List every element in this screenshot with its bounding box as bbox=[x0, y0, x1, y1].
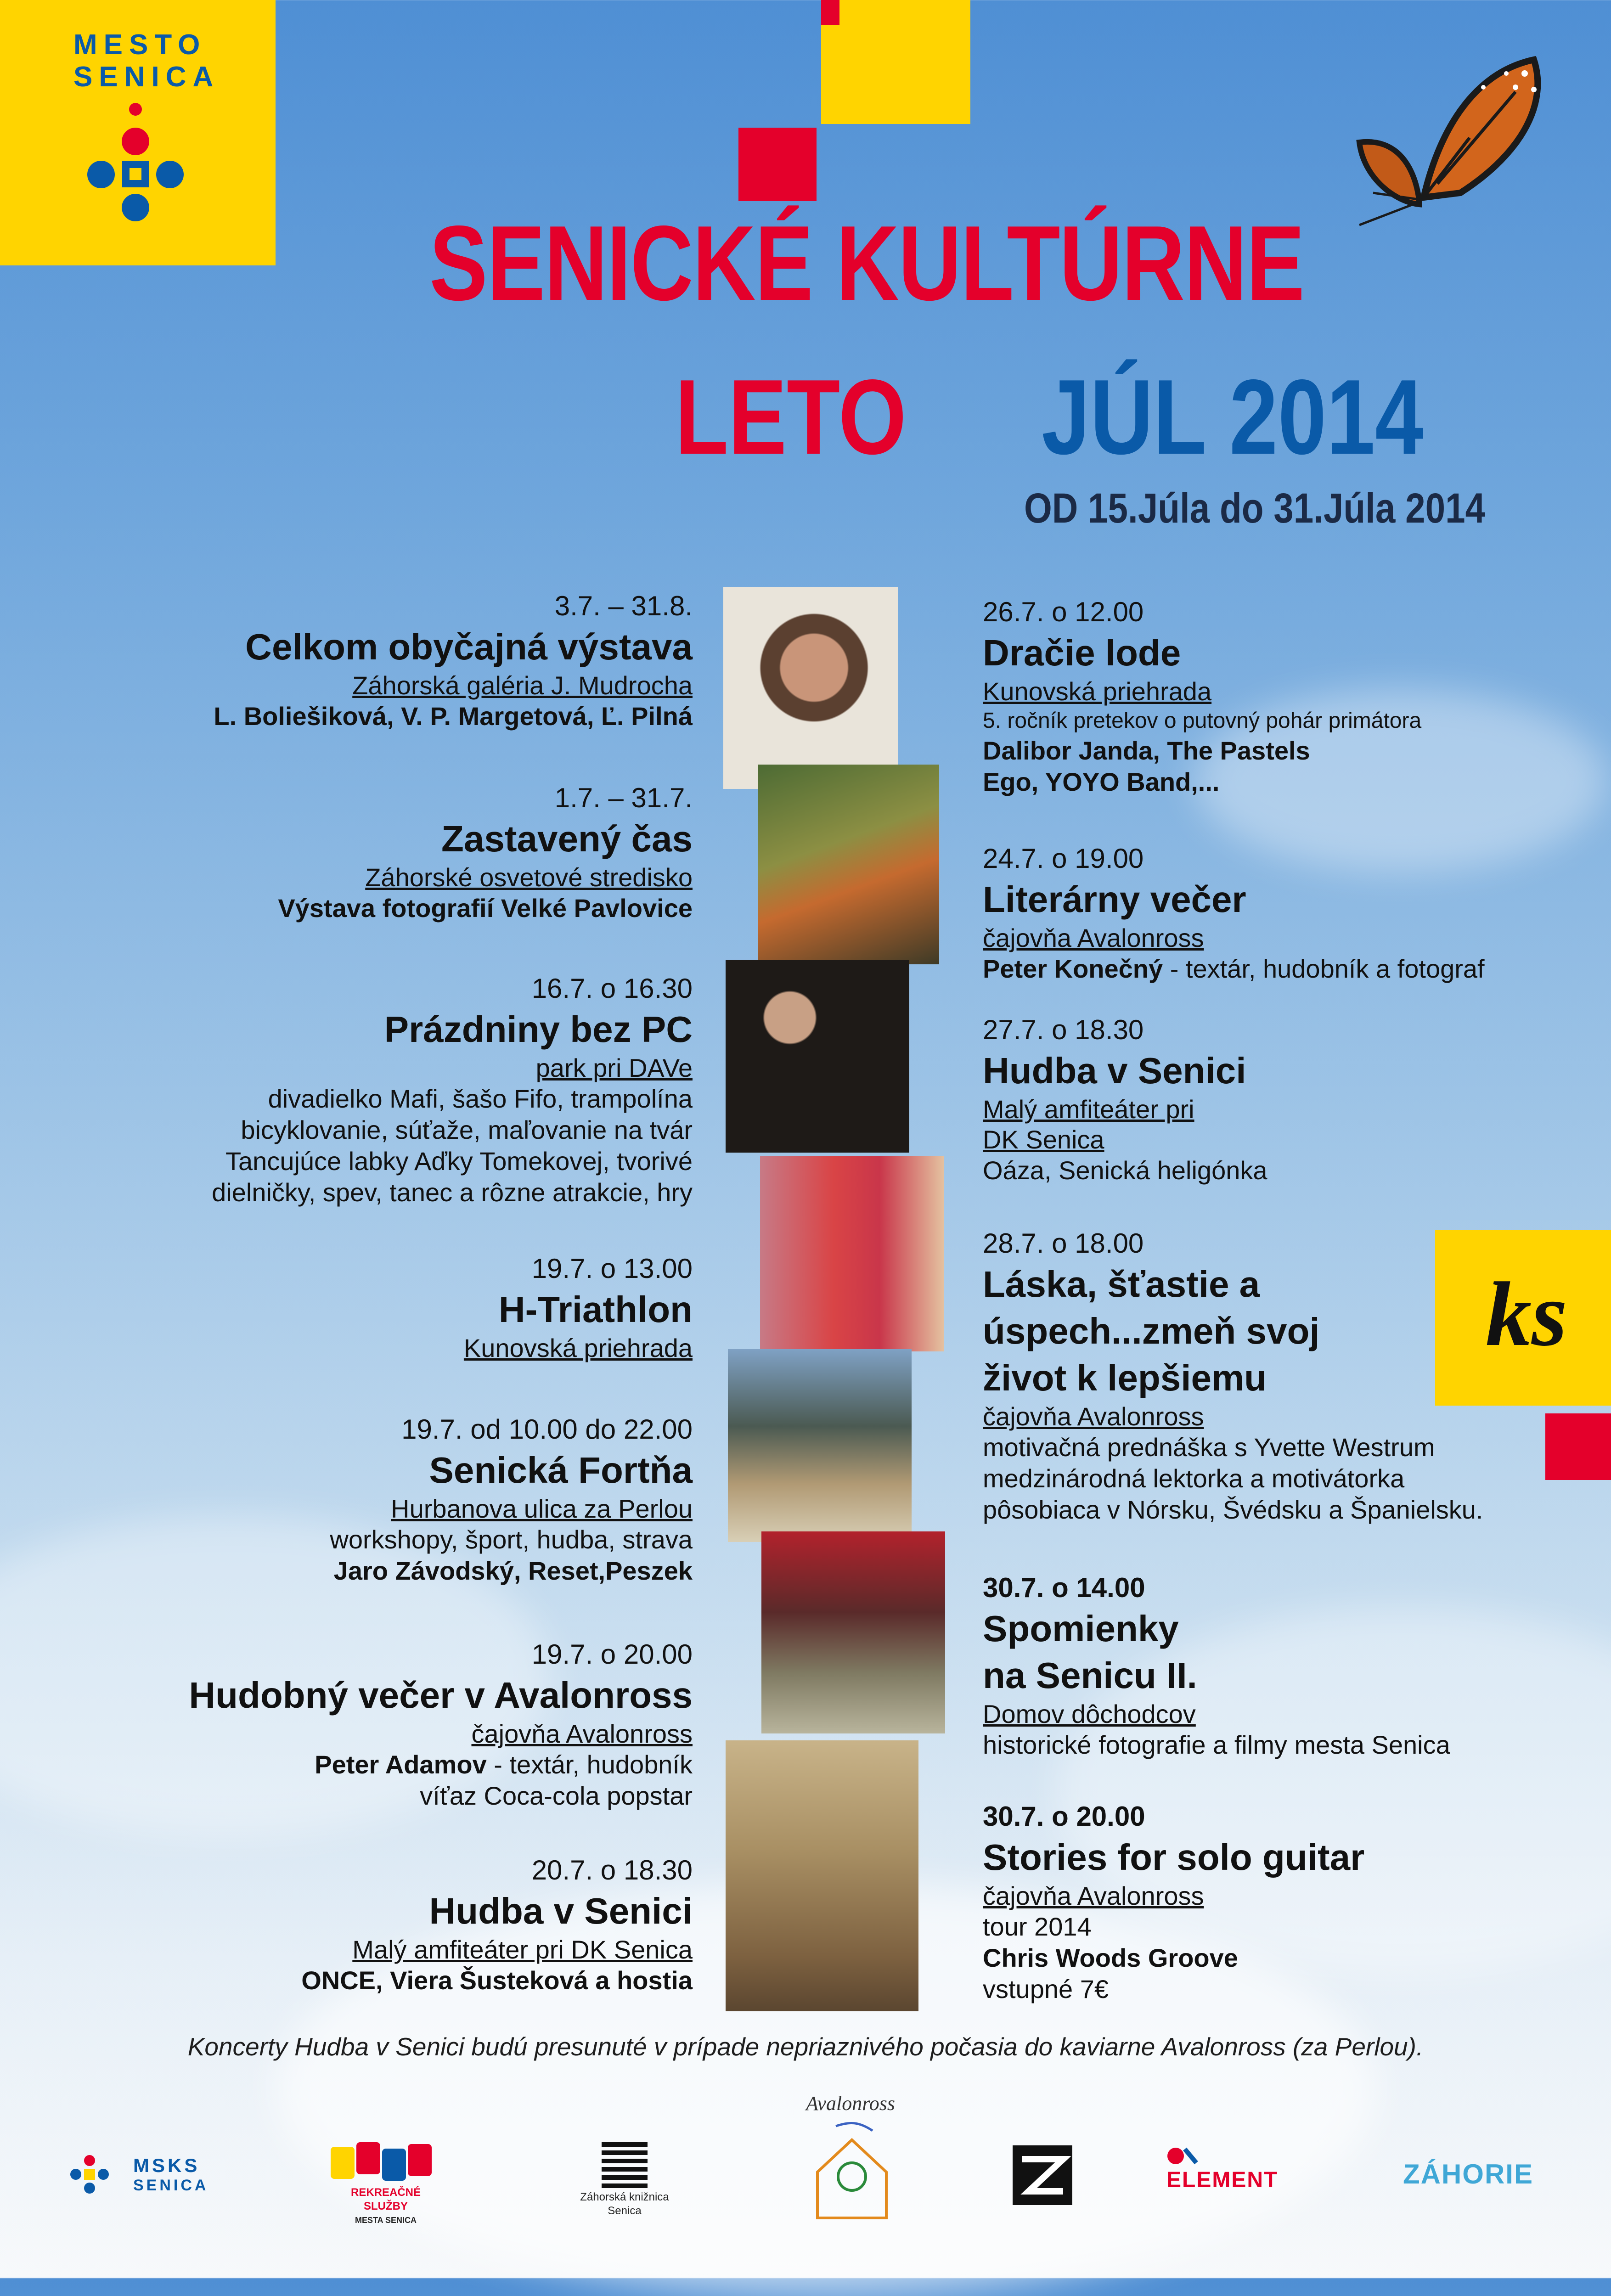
event-name: úspech...zmeň svoj bbox=[983, 1311, 1320, 1351]
performer-photo bbox=[761, 1531, 945, 1733]
event-name: Dračie lode bbox=[983, 632, 1181, 673]
event-venue: čajovňa Avalonross bbox=[983, 923, 1204, 952]
event-date: 19.7. o 13.00 bbox=[531, 1253, 693, 1284]
event-detail: medzinárodná lektorka a motivátorka bbox=[983, 1464, 1405, 1493]
performer-photo bbox=[723, 587, 898, 789]
event-date: 28.7. o 18.00 bbox=[983, 1228, 1144, 1259]
performer-name: Peter Adamov bbox=[315, 1750, 487, 1779]
sponsor-element bbox=[1166, 2144, 1281, 2193]
rekreacne-caption: REKREAČNÉ SLUŽBY bbox=[350, 2186, 421, 2212]
event-name: Hudba v Senici bbox=[429, 1891, 693, 1931]
event-name: Prázdniny bez PC bbox=[384, 1009, 693, 1050]
event-right-1 bbox=[983, 595, 1421, 798]
event-detail: tour 2014 bbox=[983, 1912, 1092, 1941]
ks-logo: ks bbox=[1486, 1264, 1567, 1365]
event-date: 20.7. o 18.30 bbox=[531, 1855, 693, 1885]
event-right-5 bbox=[983, 1570, 1450, 1761]
performer-role: - textár, hudobník bbox=[486, 1750, 693, 1779]
event-venue: DK Senica bbox=[983, 1125, 1104, 1154]
event-name: Láska, šťastie a bbox=[983, 1264, 1260, 1305]
event-detail: vstupné 7€ bbox=[983, 1975, 1109, 2003]
city-logo-box bbox=[0, 0, 276, 265]
event-date: 16.7. o 16.30 bbox=[531, 973, 693, 1004]
event-detail: workshopy, šport, hudba, strava bbox=[330, 1525, 693, 1554]
event-name: H-Triathlon bbox=[498, 1289, 693, 1330]
event-date: 19.7. od 10.00 do 22.00 bbox=[401, 1414, 693, 1445]
event-venue: čajovňa Avalonross bbox=[983, 1402, 1204, 1431]
msks-text-2: SENICA bbox=[133, 2177, 209, 2194]
poster-date-range: OD 15.Júla do 31.Júla 2014 bbox=[1024, 485, 1486, 532]
performer-name: Peter Konečný bbox=[983, 954, 1163, 983]
event-detail: 5. ročník pretekov o putovný pohár primátora bbox=[983, 709, 1422, 733]
event-detail: Chris Woods Groove bbox=[983, 1943, 1238, 1972]
event-right-2 bbox=[983, 841, 1485, 985]
event-right-6 bbox=[983, 1799, 1364, 2005]
event-name: Stories for solo guitar bbox=[983, 1837, 1365, 1878]
decor-square-yellow bbox=[821, 0, 970, 124]
event-date: 30.7. o 14.00 bbox=[983, 1572, 1145, 1603]
event-detail: divadielko Mafi, šašo Fifo, trampolína bbox=[268, 1084, 693, 1113]
sponsor-zahorie bbox=[1403, 2158, 1541, 2190]
event-detail: Tancujúce labky Aďky Tomekovej, tvorivé bbox=[225, 1147, 693, 1176]
event-name: Zastavený čas bbox=[441, 818, 693, 859]
event-venue: Záhorské osvetové stredisko bbox=[365, 863, 693, 892]
event-name: na Senicu II. bbox=[983, 1655, 1197, 1696]
logo-text-mesto: MESTO bbox=[73, 29, 207, 61]
event-left-4 bbox=[464, 1251, 693, 1363]
event-date: 26.7. o 12.00 bbox=[983, 597, 1144, 627]
performer-photo bbox=[760, 1156, 944, 1351]
event-detail: Oáza, Senická heligónka bbox=[983, 1156, 1267, 1185]
event-left-6 bbox=[189, 1637, 693, 1812]
event-left-5 bbox=[330, 1412, 693, 1587]
event-venue: Kunovská priehrada bbox=[463, 1334, 693, 1362]
event-name: život k lepšiemu bbox=[983, 1357, 1267, 1398]
event-detail: Jaro Závodský, Reset,Peszek bbox=[333, 1556, 693, 1585]
event-detail bbox=[983, 953, 1485, 985]
rekreacne-caption-2: MESTA SENICA bbox=[355, 2216, 417, 2225]
zahorie-logo-text: ZÁHORIE bbox=[1403, 2159, 1533, 2189]
event-name: Literárny večer bbox=[983, 879, 1246, 920]
event-detail: Dalibor Janda, The Pastels bbox=[983, 736, 1310, 765]
event-date: 1.7. – 31.7. bbox=[554, 782, 693, 813]
msks-emblem-icon bbox=[69, 2154, 110, 2195]
event-detail: víťaz Coca-cola popstar bbox=[420, 1781, 693, 1810]
event-detail: bicyklovanie, súťaže, maľovanie na tvár bbox=[241, 1115, 693, 1144]
sponsor-zahorska-kniznica bbox=[569, 2142, 680, 2218]
city-emblem-icon bbox=[83, 101, 188, 225]
event-name: Senická Fortňa bbox=[429, 1450, 693, 1491]
decor-square-red-small bbox=[821, 0, 839, 25]
event-detail: L. Boliešiková, V. P. Margetová, Ľ. Pilná bbox=[214, 702, 693, 731]
event-left-2 bbox=[278, 781, 693, 924]
weather-note: Koncerty Hudba v Senici budú presunuté v prípade nepriaznivého počasia do kaviarne Avalonross (za Perlou). bbox=[187, 2032, 1424, 2061]
event-date: 30.7. o 20.00 bbox=[983, 1801, 1145, 1832]
ks-logo-box bbox=[1435, 1230, 1611, 1406]
event-venue: park pri DAVe bbox=[535, 1053, 693, 1082]
event-date: 27.7. o 18.30 bbox=[983, 1014, 1144, 1045]
event-detail: Výstava fotografií Velké Pavlovice bbox=[278, 894, 693, 923]
event-name: Hudba v Senici bbox=[983, 1050, 1246, 1091]
event-detail: ONCE, Viera Šusteková a hostia bbox=[301, 1966, 693, 1995]
event-detail: Ego, YOYO Band,... bbox=[983, 767, 1220, 796]
house-logo-icon bbox=[808, 2122, 896, 2223]
event-venue: Hurbanova ulica za Perlou bbox=[391, 1494, 693, 1523]
event-date: 24.7. o 19.00 bbox=[983, 843, 1144, 874]
sports-figures-icon bbox=[331, 2142, 441, 2183]
event-left-3 bbox=[212, 971, 693, 1208]
event-detail: dielničky, spev, tanec a rôzne atrakcie, hry bbox=[212, 1178, 693, 1207]
performer-photo bbox=[758, 765, 939, 964]
event-name: Hudobný večer v Avalonross bbox=[189, 1675, 693, 1716]
kniznica-caption-2: Senica bbox=[608, 2205, 642, 2217]
event-name: Spomienky bbox=[983, 1608, 1179, 1649]
logo-text-senica: SENICA bbox=[73, 61, 220, 93]
element-mark-icon bbox=[1166, 2144, 1199, 2167]
library-stripes-icon bbox=[602, 2142, 648, 2188]
event-detail bbox=[189, 1749, 693, 1780]
performer-photo bbox=[728, 1349, 912, 1542]
event-left-1 bbox=[214, 589, 693, 732]
poster-title-leto: LETO bbox=[675, 358, 907, 477]
performer-photo bbox=[726, 960, 909, 1153]
decor-square-red bbox=[738, 128, 817, 201]
performer-role: - textár, hudobník a fotograf bbox=[1163, 954, 1485, 983]
poster-title-month: JÚL 2014 bbox=[1042, 358, 1424, 477]
event-venue: Kunovská priehrada bbox=[983, 677, 1212, 706]
event-detail: historické fotografie a filmy mesta Senica bbox=[983, 1730, 1450, 1759]
z-logo-icon bbox=[1013, 2145, 1072, 2205]
event-venue: čajovňa Avalonross bbox=[983, 1881, 1204, 1910]
event-venue: čajovňa Avalonross bbox=[471, 1719, 693, 1748]
kniznica-caption: Záhorská knižnica bbox=[580, 2191, 669, 2203]
performer-photo bbox=[726, 1740, 918, 2011]
event-date: 19.7. o 20.00 bbox=[531, 1639, 693, 1670]
event-right-3 bbox=[983, 1013, 1267, 1186]
sponsor-rekreacne-sluzby bbox=[331, 2142, 441, 2227]
event-right-4 bbox=[983, 1226, 1483, 1525]
butterfly-icon bbox=[1332, 46, 1552, 230]
event-detail: motivačná prednáška s Yvette Westrum bbox=[983, 1433, 1435, 1462]
event-venue: Domov dôchodcov bbox=[983, 1699, 1196, 1728]
poster-title-line1: SENICKÉ KULTÚRNE bbox=[429, 204, 1304, 323]
event-venue: Malý amfiteáter pri DK Senica bbox=[352, 1935, 693, 1964]
event-left-7 bbox=[301, 1853, 693, 1996]
avalonross-logo: Avalonross bbox=[806, 2092, 895, 2115]
event-date: 3.7. – 31.8. bbox=[554, 591, 693, 621]
element-logo-text: ELEMENT bbox=[1166, 2168, 1279, 2192]
decor-square-red bbox=[1545, 1413, 1611, 1480]
event-name: Celkom obyčajná výstava bbox=[245, 626, 693, 667]
msks-text-1: MSKS bbox=[133, 2155, 200, 2176]
event-detail: pôsobiaca v Nórsku, Švédsku a Španielsku. bbox=[983, 1495, 1483, 1524]
event-venue: Záhorská galéria J. Mudrocha bbox=[352, 671, 693, 700]
event-venue: Malý amfiteáter pri bbox=[983, 1095, 1194, 1124]
